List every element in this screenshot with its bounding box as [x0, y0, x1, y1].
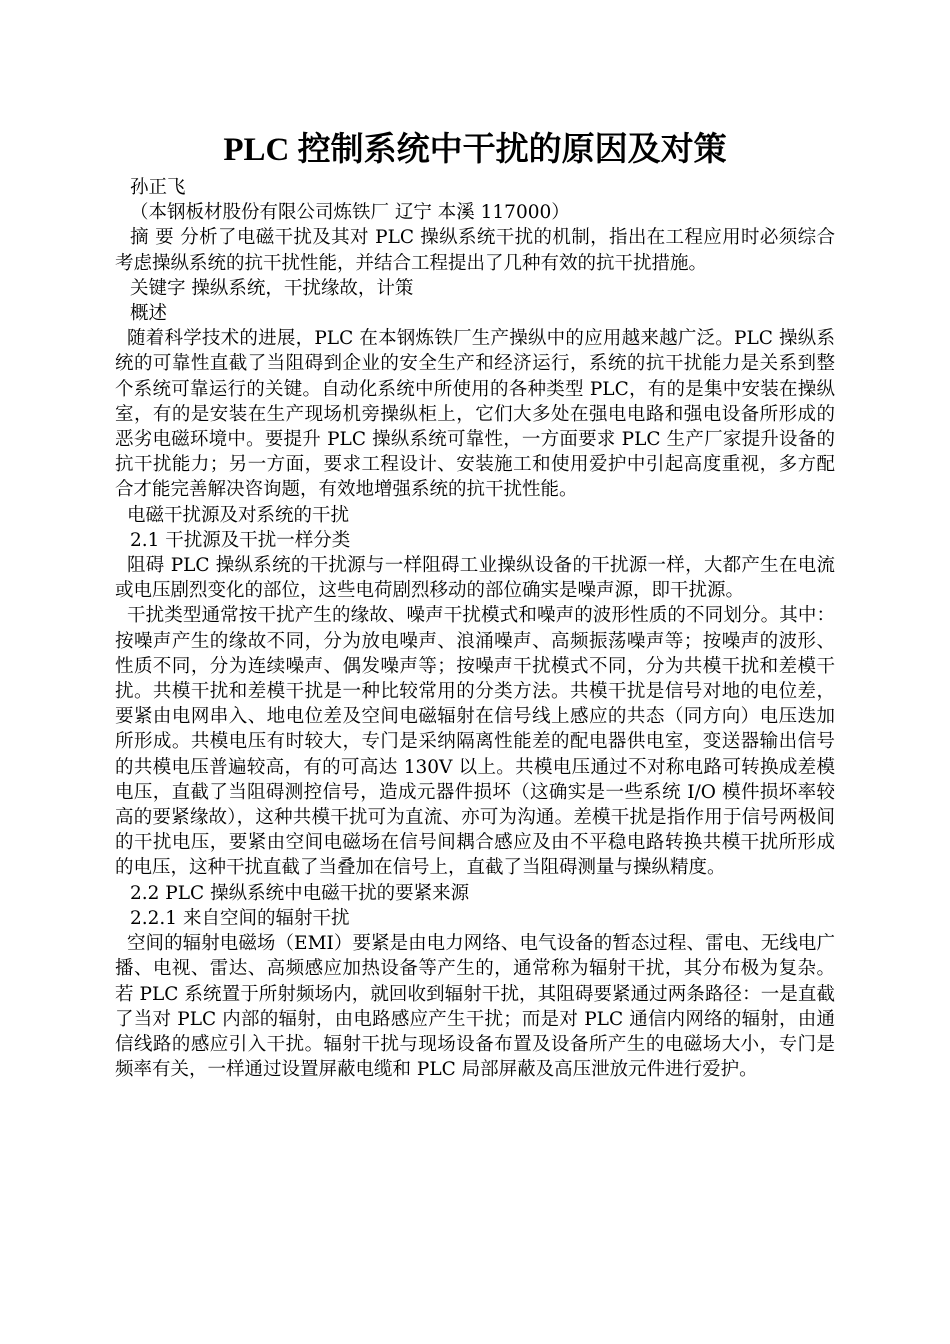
section-heading-emi: 电磁干扰源及对系统的干扰: [127, 504, 350, 526]
overview-paragraph: 随着科学技术的进展，PLC 在本钢炼铁厂生产操纵中的应用越来越广泛。PLC 操纵系统的可靠性直截了当阻碍到企业的安全生产和经济运行，系统的抗干扰能力是关系到整个系统可靠运行的关键。自动化系统中所使用的各种类型 PLC，有的是集中安装在操纵室，有的是安装在生产现场机旁操纵柜上，它们大多处在强电电路和强电设备所形成的恶劣电磁环境中。要提升 PLC 操纵系统可靠性，一方面要求 PLC 生产厂家提升设备的抗干扰能力；另一方面，要求工程设计、安装施工和使用爱护中引起高度重视，多方配合才能完善解决咨询题，有效地增强系统的抗干扰性能。: [115, 328, 835, 501]
paragraph-2-2-1: 空间的辐射电磁场（EMI）要紧是由电力网络、电气设备的暂态过程、雷电、无线电广播、电视、雷达、高频感应加热设备等产生的，通常称为辐射干扰，其分布极为复杂。若 PLC 系统置于所射频场内，就回收到辐射干扰，其阻碍要紧通过两条路径：一是直截了当对 PLC 内部的辐射，由电路感应产生干扰；而是对 PLC 通信内网络的辐射，由通信线路的感应引入干扰。辐射干扰与现场设备布置及设备所产生的电磁场大小，专门是频率有关，一样通过设置屏蔽电缆和 PLC 局部屏蔽及高压泄放元件进行爱护。: [115, 933, 835, 1081]
subsection-heading-2-2: 2.2 PLC 操纵系统中电磁干扰的要紧来源: [130, 882, 470, 904]
abstract: 摘 要 分析了电磁干扰及其对 PLC 操纵系统干扰的机制，指出在工程应用时必须综合考虑操纵系统的抗干扰性能，并结合工程提出了几种有效的抗干扰措施。: [115, 227, 835, 274]
document-title: PLC 控制系统中干扰的原因及对策: [223, 132, 727, 168]
keywords: 关键字 操纵系统，干扰缘故，计策: [130, 277, 414, 299]
paragraph-2-1-b: 干扰类型通常按干扰产生的缘故、噪声干扰模式和噪声的波形性质的不同划分。其中：按噪声产生的缘故不同，分为放电噪声、浪涌噪声、高频振荡噪声等；按噪声的波形、性质不同，分为连续噪声、偶发噪声等；按噪声干扰模式不同，分为共模干扰和差模干扰。共模干扰和差模干扰是一种比较常用的分类方法。共模干扰是信号对地的电位差，要紧由电网串入、地电位差及空间电磁辐射在信号线上感应的共态（同方向）电压迭加所形成。共模电压有时较大，专门是采纳隔离性能差的配电器供电室，变送器输出信号的共模电压普遍较高，有的可高达 130V 以上。共模电压通过不对称电路可转换成差模电压，直截了当阻碍测控信号，造成元器件损坏（这确实是一些系统 I/O 模件损坏率较高的要紧缘故），这种共模干扰可为直流、亦可为沟通。差模干扰是指作用于信号两极间的干扰电压，要紧由空间电磁场在信号间耦合感应及由不平稳电路转换共模干扰所形成的电压，这种干扰直截了当叠加在信号上，直截了当阻碍测量与操纵精度。: [115, 605, 835, 879]
subsection-heading-2-1: 2.1 干扰源及干扰一样分类: [130, 529, 351, 551]
paragraph-2-1-a: 阻碍 PLC 操纵系统的干扰源与一样阻碍工业操纵设备的干扰源一样，大都产生在电流或电压剧烈变化的部位，这些电荷剧烈移动的部位确实是噪声源，即干扰源。: [115, 555, 835, 602]
author: 孙正飞: [130, 177, 186, 198]
document-body: [115, 175, 835, 1082]
section-heading-overview: 概述: [130, 303, 168, 325]
affiliation: （本钢板材股份有限公司炼铁厂 辽宁 本溪 117000）: [130, 202, 570, 224]
subsection-heading-2-2-1: 2.2.1 来自空间的辐射干扰: [130, 907, 350, 929]
